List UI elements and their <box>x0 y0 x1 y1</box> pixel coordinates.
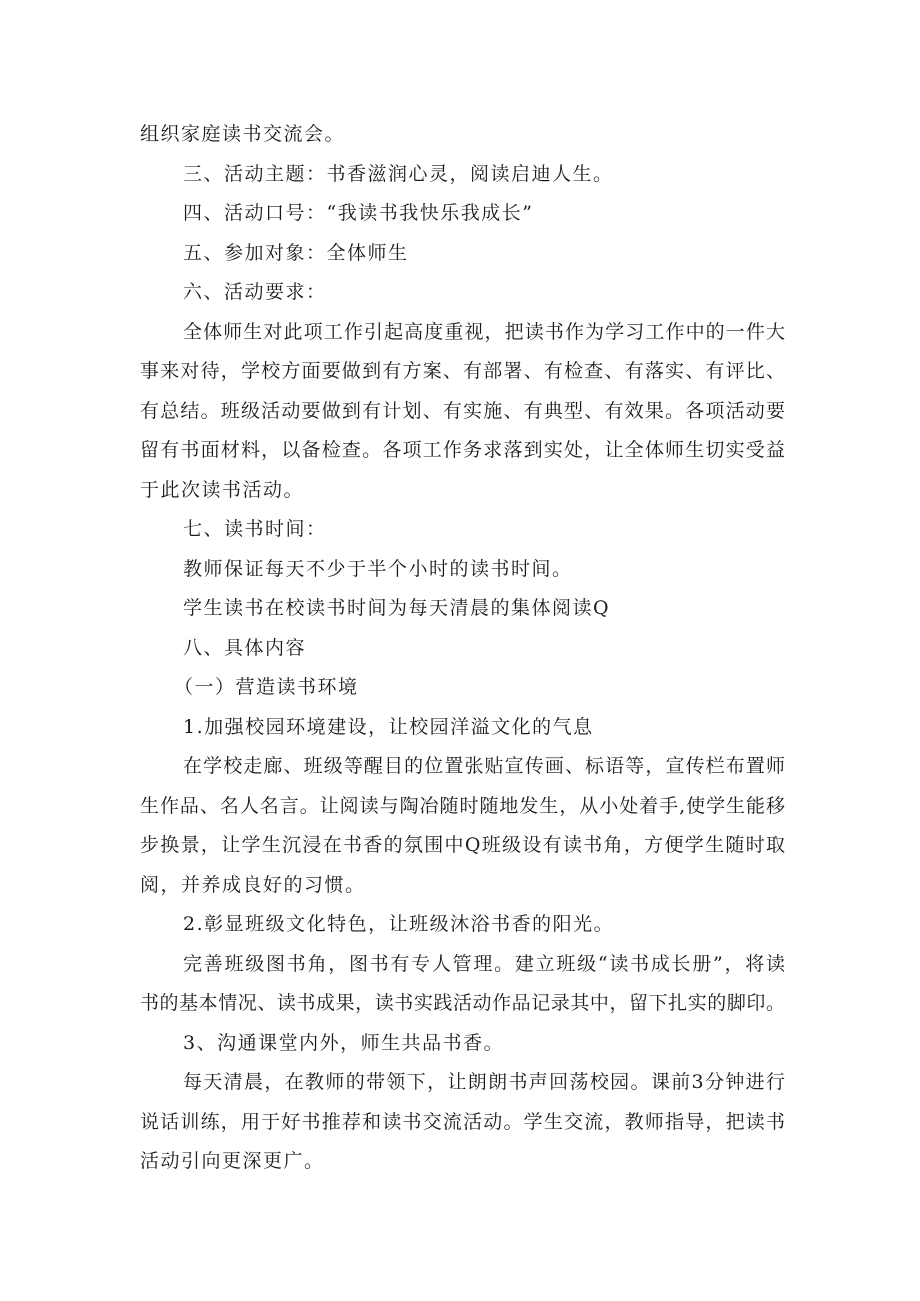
section-six-heading: 六、活动要求： <box>183 281 327 303</box>
section-eight-heading: 八、具体内容 <box>183 637 307 659</box>
text-line: 事来对待，学校方面要做到有方案、有部署、有检查、有落实、有评比、 <box>140 360 785 382</box>
text-line: 教师保证每天不少于半个小时的读书时间。 <box>183 558 573 580</box>
text-line: 阅，并养成良好的习惯。 <box>140 874 366 896</box>
text-line: 组织家庭读书交流会。 <box>140 123 346 145</box>
section-seven-heading: 七、读书时间： <box>183 518 327 540</box>
text-line: 留有书面材料，以备检查。各项工作务求落到实处，让全体师生切实受益 <box>140 439 785 461</box>
text-line: 全体师生对此项工作引起高度重视，把读书作为学习工作中的一件大 <box>183 321 785 343</box>
subsection-heading: （一）营造读书环境 <box>174 676 359 698</box>
text-line: 活动引向更深更广。 <box>140 1150 325 1172</box>
text-line: 学生读书在校读书时间为每天清晨的集体阅读Q <box>183 597 611 619</box>
text-line: 在学校走廊、班级等醒目的位置张贴宣传画、标语等，宣传栏布置师 <box>183 755 785 777</box>
text-line: 有总结。班级活动要做到有计划、有实施、有典型、有效果。各项活动要 <box>140 400 785 422</box>
section-five-participants: 五、参加对象：全体师生 <box>183 242 409 264</box>
item-heading: 1.加强校园环境建设，让校园洋溢文化的气息 <box>183 716 594 738</box>
text-line: 于此次读书活动。 <box>140 479 305 501</box>
text-line: 每天清晨，在教师的带领下，让朗朗书声回荡校园。课前3分钟进行 <box>183 1071 785 1093</box>
text-line: 说话训练，用于好书推荐和读书交流活动。学生交流，教师指导，把读书 <box>140 1111 785 1133</box>
text-line: 步换景，让学生沉浸在书香的氛围中Q班级设有读书角，方便学生随时取 <box>140 834 785 856</box>
section-four-slogan: 四、活动口号：“我读书我快乐我成长” <box>183 202 534 224</box>
item-heading: 3、沟通课堂内外，师生共品书香。 <box>183 1032 505 1054</box>
text-line: 生作品、名人名言。让阅读与陶冶随时随地发生，从小处着手,使学生能移 <box>140 795 785 817</box>
section-three-theme: 三、活动主题：书香滋润心灵，阅读启迪人生。 <box>183 163 614 185</box>
item-heading: 2.彰显班级文化特色，让班级沐浴书香的阳光。 <box>183 913 615 935</box>
text-line: 书的基本情况、读书成果，读书实践活动作品记录其中，留下扎实的脚印。 <box>140 992 785 1014</box>
text-line: 完善班级图书角，图书有专人管理。建立班级“读书成长册”，将读 <box>183 953 785 975</box>
